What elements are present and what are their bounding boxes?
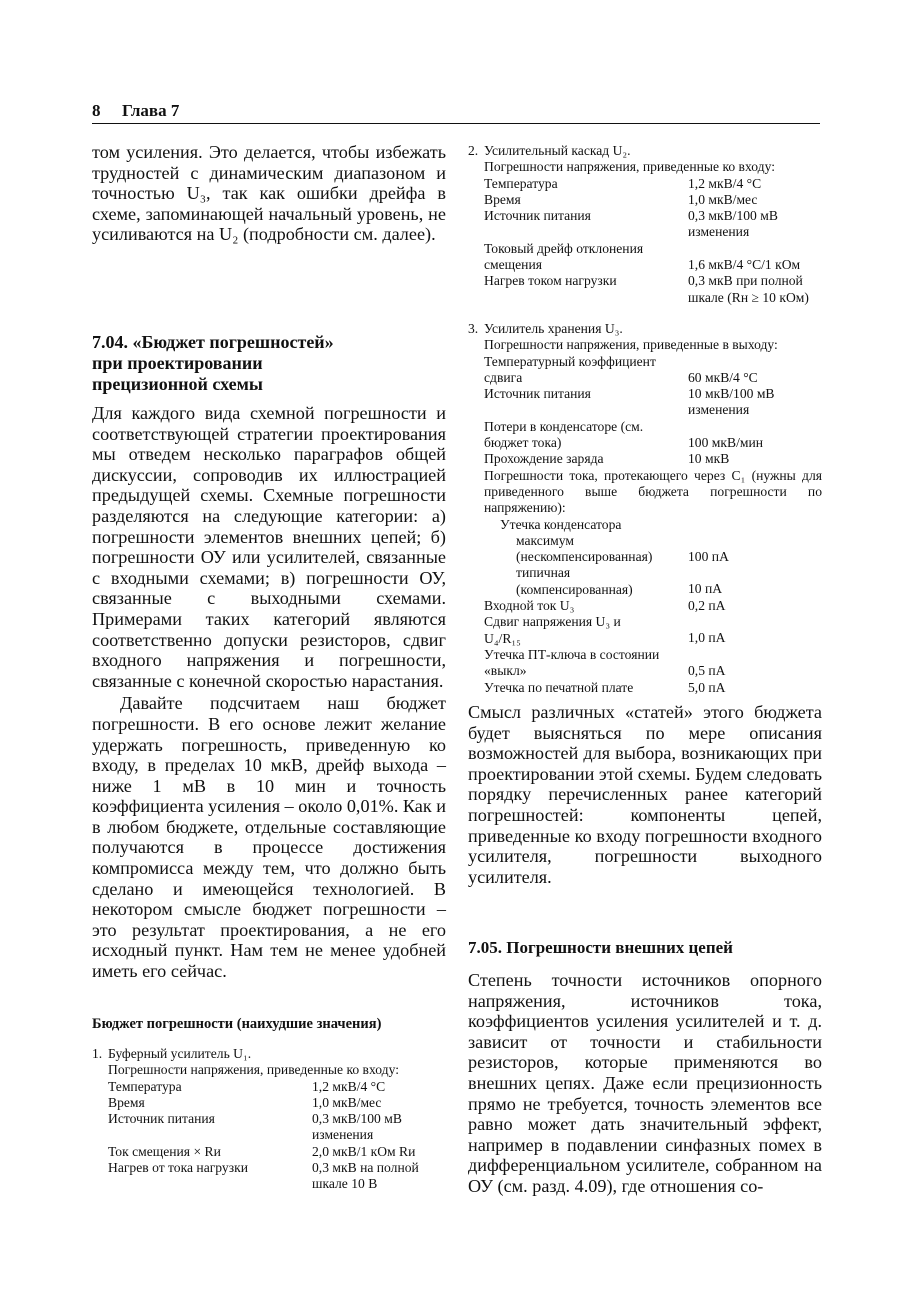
right-body-bottom [468,970,822,1197]
page-header [92,101,820,124]
right-body-top [468,702,822,887]
intro-paragraph: том усиления. Это делается, чтобы избежать трудностей с динамическим диапазоном и точностью U₃, так как ошибки дрейфа в схеме, запоминающей начальный уровень, не усиливаются на U₂ (подробности см. далее). [92,142,446,245]
budget-row: Нагрев током нагрузки 0,3 мкВ при полной шкале (Rн ≥ 10 кОм) [484,273,809,305]
section-heading-7-04 [92,332,446,395]
budget-row: Сдвиг напряжения U₃ и U₄/R₁₅ 1,0 пА [484,614,726,646]
current-note: Погрешности тока, протекающего через C₁ (нужны для приведенного выше бюджета погрешности по напряжению): [484,467,822,516]
section-heading-7-05: 7.05. Погрешности внешних цепей [468,938,733,957]
item-title: Усилительный каскад U₂. [484,143,631,158]
left-body [92,403,446,982]
budget-row: Температура 1,2 мкВ/4 °С [484,175,762,191]
item-subtitle: Погрешности напряжения, приведенные ко входу: [484,159,775,175]
budget-row: Прохождение заряда 10 мкВ [484,451,730,467]
budget-item-2: 2. Усилительный каскад U₂. Погрешности напряжения, приведенные ко входу: Температура 1,2 мкВ/4 °С Время 1,0 мкВ/мес Источник питания 0,3 мкВ/100 мВ изменения Токовый дрейф отклонения смещения 1,6 мкВ/4 °С/1 кОм Нагрев током нагрузки 0,3 мкВ при полной шкале (Rн ≥ 10 кОм) [468,143,822,306]
paragraph: Смысл различных «статей» этого бюджета будет выясняться по мере описания возможностей для выбора, возникающих при проектировании этой схемы. Будем следовать порядку перечисленных ранее категорий погрешностей: компоненты цепей, приведенные ко входу погрешности входного усилителя, погрешности выходного усилителя. [468,702,822,887]
paragraph: Степень точности источников опорного напряжения, источников тока, коэффициентов усиления усилителей и т. д. зависит от точности и стабильности резисторов, которые применяются во внешних цепях. Даже если прецизионность прямо не требуется, точность элементов все равно может дать значительный эффект, например в подавлении синфазных помех в дифференциальном усилителе, собранном на ОУ (см. разд. 4.09), где отношения со- [468,970,822,1196]
budget-item-1: 1. Буферный усилитель U₁. Погрешности напряжения, приведенные ко входу: Температура 1,2 мкВ/4 °С Время 1,0 мкВ/мес Источник питания 0,3 мкВ/100 мВ изменения Ток смещения × Rи 2,0 мкВ/1 кОм Rи Нагрев от тока нагрузки 0,3 мкВ на полной шкале 10 В [92,1046,446,1193]
budget-row: Время 1,0 мкВ/мес [484,191,758,207]
leak-title: Утечка конденсатора [500,516,622,532]
chapter-title: Глава 7 [122,101,180,120]
item-subtitle: Погрешности напряжения, приведенные ко входу: [108,1062,399,1078]
item-title: Буферный усилитель U₁. [108,1046,252,1061]
page-number: 8 [92,101,101,120]
budget-item-3: 3. Усилитель хранения U₃. Погрешности напряжения, приведенные в выходу: Температурный коэффициент сдвига 60 мкВ/4 °С Источник питания 10 мкВ/100 мВ изменения Потери в конденсаторе (см. бюджет тока) 100 мкВ/мин Прохождение заряда 10 мкВ Погрешности тока, протекающего через C₁ (нужны для приведенного выше бюджета погрешности по напряжению): Утечка конденсатора максимум (нескомпенсированная) 100 пА типичная (компенсированная) 10 пА Входной ток U₃ 0,2 пА Сдвиг напряжения U₃ и U₄/R₁₅ 1,0 пА Утечка ПТ-ключа в состоянии «выкл» 0,5 пА Утечка по печатной плате 5,0 пА [468,321,822,695]
left-column [92,142,446,245]
budget-row: Температурный коэффициент сдвига 60 мкВ/4 °С [484,353,758,385]
budget-row: Входной ток U₃ 0,2 пА [484,598,726,614]
section-heading-line: прецизионной схемы [92,374,263,394]
section-heading-line: при проектировании [92,353,263,373]
budget-row: Ток смещения × Rи 2,0 мкВ/1 кОм Rи [108,1143,416,1159]
budget-row: Утечка ПТ-ключа в состоянии «выкл» 0,5 пА [484,646,726,679]
item-subtitle: Погрешности напряжения, приведенные в выходу: [484,337,778,353]
budget-row: Источник питания 0,3 мкВ/100 мВ изменения [484,208,778,240]
budget-heading: Бюджет погрешности (наихудшие значения) [92,1016,382,1032]
budget-row: Температура 1,2 мкВ/4 °С [108,1078,386,1094]
budget-row: типичная (компенсированная) 10 пА [516,565,723,597]
budget-row: Потери в конденсаторе (см. бюджет тока) 100 мкВ/мин [484,418,763,451]
budget-row: Нагрев от тока нагрузки 0,3 мкВ на полной шкале 10 В [108,1160,419,1192]
item-title: Усилитель хранения U₃. [484,321,623,336]
budget-row: Время 1,0 мкВ/мес [108,1094,382,1110]
budget-row: максимум (нескомпенсированная) 100 пА [516,532,729,565]
paragraph: Для каждого вида схемной погрешности и соответствующей стратегии проектирования мы отведем несколько параграфов общей дискуссии, сопроводив их иллюстрацией предыдущей схемы. Схемные погрешности разделяются на следующие категории: а) погрешности элементов внешних цепей; б) погрешности ОУ или усилителей, связанные с входными схемами; в) погрешности ОУ, связанные с выходными схемами. Примерами таких категорий являются соответственно допуски резисторов, сдвиг входного напряжения и погрешности, связанные с конечной скоростью нарастания. [92,403,446,691]
budget-row: Источник питания 0,3 мкВ/100 мВ изменения [108,1111,402,1143]
budget-row: Утечка по печатной плате 5,0 пА [484,679,726,695]
section-heading-line: 7.04. «Бюджет погрешностей» [92,332,334,352]
paragraph: Давайте подсчитаем наш бюджет погрешности. В его основе лежит желание удержать погрешность, приведенную ко входу, в пределах 10 мкВ, дрейф выхода – ниже 1 мВ в 10 мин и точность коэффициента усиления – около 0,01%. Как и в любом бюджете, отдельные составляющие получаются в процессе достижения компромисса между тем, что должно быть сделано и имеющейся технологией. В некотором смысле бюджет погрешности – это результат проектирования, а не его исходный пункт. Нам тем не менее удобней иметь его сейчас. [92,693,446,982]
budget-row: Токовый дрейф отклонения смещения 1,6 мкВ/4 °С/1 кОм [484,240,801,273]
budget-row: Источник питания 10 мкВ/100 мВ изменения [484,386,775,418]
